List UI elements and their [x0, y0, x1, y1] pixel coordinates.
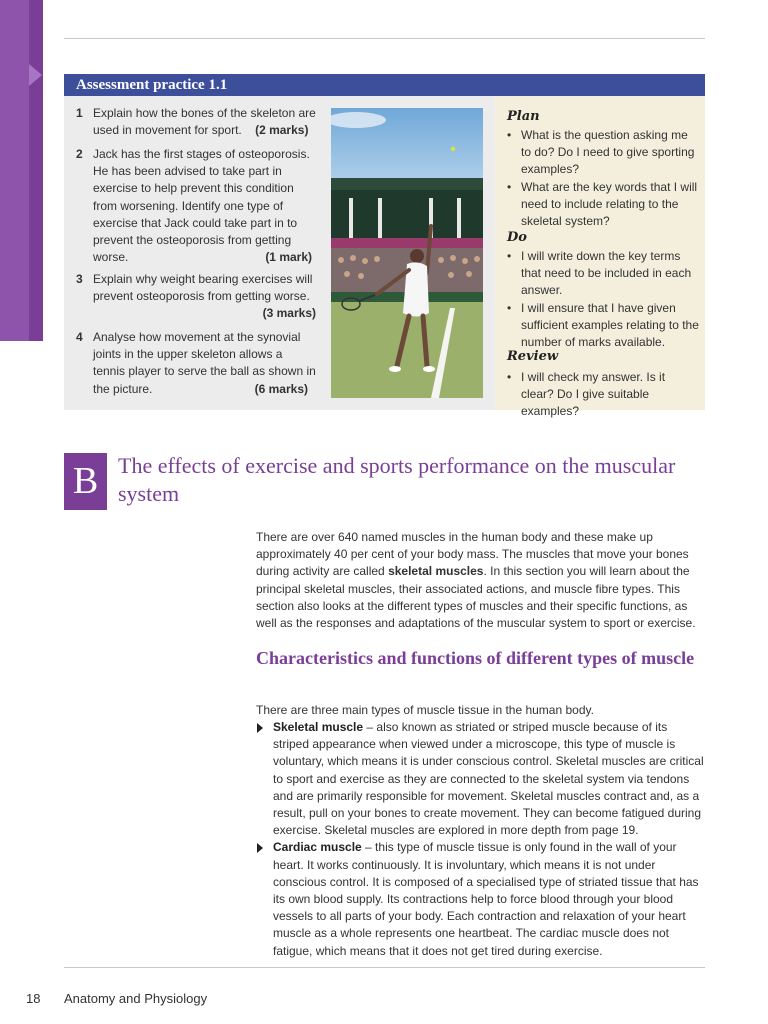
review-heading: Review [507, 349, 559, 364]
page-number: 18 [26, 991, 41, 1006]
tennis-player-photo [331, 108, 483, 398]
muscle-types-list [256, 719, 706, 960]
question-marks: (3 marks) [262, 306, 316, 321]
side-tab-inner [0, 0, 29, 341]
plan-item: • What is the question asking me to do? Do I need to give sporting examples? [507, 127, 699, 179]
question-number: 3 [76, 272, 83, 286]
question-text: Jack has the first stages of osteoporosis. He has been advised to take part in exercise to help prevent this condition from worsening. Identify one type of exercise that Jack could take part in to prevent the osteoporosis from getting worse. [93, 147, 310, 265]
section-letter: B [64, 453, 107, 510]
muscle-type-desc: – this type of muscle tissue is only found in the wall of your heart. It works continuously. It is involuntary, which means it is not under conscious control. It is composed of a specialised type of striated tissue that has its own blood supply. Its contractions help to force blood through your blood vessels to all parts of your body. Each contraction and relaxation of your heart muscle as a whole represents one heartbeat. The cardiac muscle does not fatigue, which means that it does not get tired during exercise. [273, 840, 699, 958]
list-item [256, 719, 706, 839]
review-list [507, 369, 699, 421]
intro-text: There are over 640 named muscles in the human body and these make up approximately 40 per cent of your body mass. The muscles that move your bones during activity are called [256, 530, 689, 579]
review-item: • I will check my answer. Is it clear? Do I give suitable examples? [507, 369, 699, 421]
question-marks: (2 marks) [255, 123, 309, 138]
do-heading: Do [507, 230, 527, 245]
assessment-title: Assessment practice 1.1 [64, 74, 705, 96]
key-term: skeletal muscles [388, 564, 484, 579]
muscle-type-term: Skeletal muscle [273, 720, 364, 734]
question-number: 4 [76, 330, 83, 344]
muscle-type-desc: – also known as striated or striped muscle because of its striped appearance when viewed under a microscope, this type of muscle is voluntary, which means it is under conscious control. Skeletal muscles are critical to sport and exercise as they are connected to the skeletal system via tendons and are primarily responsible for movement. Skeletal muscles contract and, as a result, pull on your bones to create movement. They can become fatigued during exercise. Skeletal muscles are explored in more depth from page 19. [273, 720, 704, 838]
intro-text: . In this section you will learn about the principal skeletal muscles, their associated actions, and muscle fibre types. This section also looks at the different types of muscles and their specific functions, as well as the responses and adaptations of the muscular system to sport or exercise. [256, 564, 696, 631]
question-text: Analyse how movement at the synovial joints in the upper skeleton allows a tennis player to serve the ball as shown in the picture. [93, 330, 316, 396]
question-3 [76, 271, 316, 323]
bottom-divider [64, 967, 705, 968]
triangle-bullet-icon [257, 843, 263, 853]
question-1 [76, 105, 316, 139]
side-tab-arrow-icon [29, 64, 42, 86]
plan-heading: Plan [507, 109, 540, 124]
do-list [507, 248, 699, 351]
subheading-intro: There are three main types of muscle tissue in the human body. [256, 703, 594, 717]
plan-item: • What are the key words that I will need to include relating to the skeletal system? [507, 179, 699, 231]
triangle-bullet-icon [257, 723, 263, 733]
question-text: Explain how the bones of the skeleton are used in movement for sport. [93, 106, 316, 138]
question-marks: (6 marks) [254, 382, 308, 396]
question-number: 1 [76, 106, 83, 120]
question-text: Explain why weight bearing exercises will prevent osteoporosis from getting worse. [93, 272, 313, 304]
question-2 [76, 146, 316, 266]
book-title: Anatomy and Physiology [64, 991, 208, 1006]
list-item [256, 839, 706, 959]
plan-list [507, 127, 699, 230]
section-intro [256, 529, 706, 632]
question-marks: (1 mark) [265, 250, 312, 264]
subheading: Characteristics and functions of different types of muscle [256, 648, 695, 668]
question-number: 2 [76, 147, 83, 161]
do-item: • I will ensure that I have given sufficient examples relating to the number of marks available. [507, 300, 699, 352]
section-title: The effects of exercise and sports performance on the muscular system [118, 453, 676, 506]
top-divider [64, 38, 705, 39]
chapter-side-tab [0, 0, 43, 341]
question-4 [76, 329, 316, 398]
do-item: • I will write down the key terms that need to be included in each answer. [507, 248, 699, 300]
muscle-type-term: Cardiac muscle [273, 840, 362, 855]
